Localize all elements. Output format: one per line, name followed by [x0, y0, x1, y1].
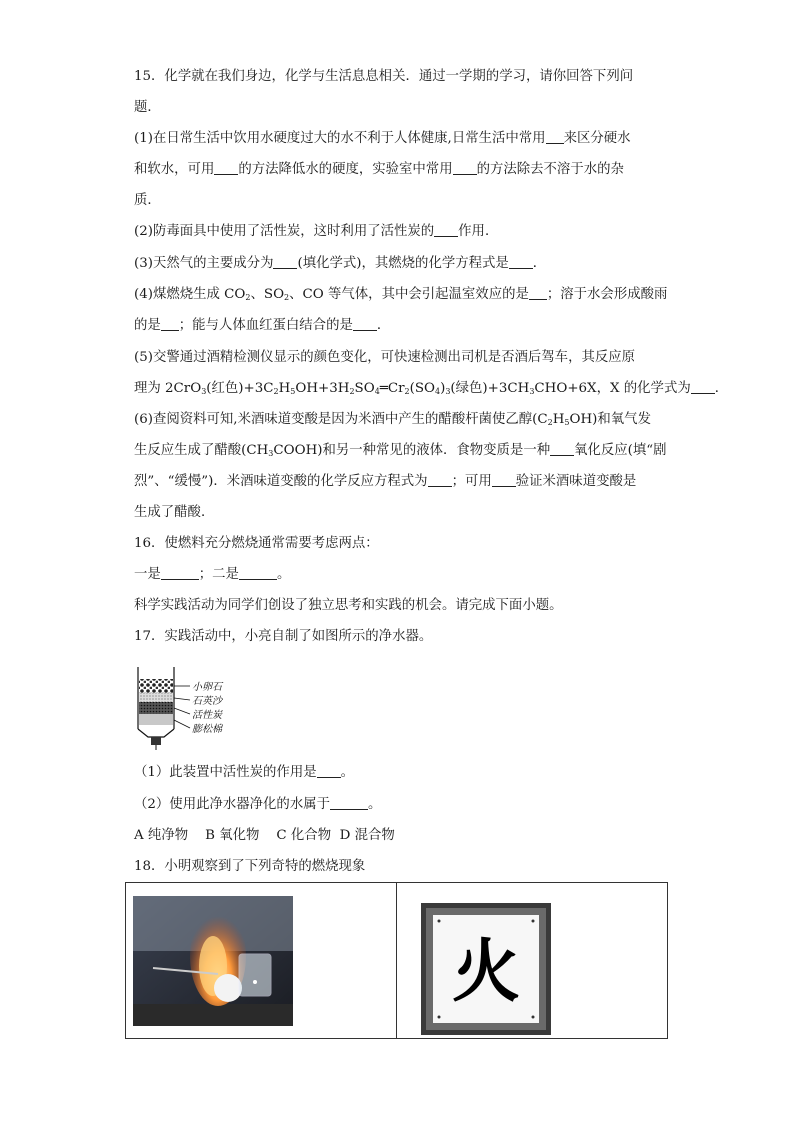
answer-blank[interactable] [428, 473, 452, 487]
q17-title: 17．实践活动中，小亮自制了如图所示的净水器。 [134, 629, 433, 644]
q15-part6-line3: 烈”、“缓慢”)．米酒味道变酸的化学反应方程式为 ；可用 验证米酒味道变酸是 [134, 474, 637, 489]
q16-title: 16．使燃料充分燃烧通常需要考虑两点： [134, 536, 379, 551]
section-intro: 科学实践活动为同学们创设了独立思考和实践的机会。请完成下面小题。 [134, 598, 563, 613]
answer-blank[interactable] [161, 317, 179, 331]
answer-blank[interactable] [492, 473, 516, 487]
q15-part6-line1: (6)查阅资料可知,米酒味道变酸是因为米酒中产生的醋酸杆菌使乙醇$(C_2H_5OH)$和氧气发 [134, 412, 651, 427]
q15-part3: (3)天然气的主要成分为 (填化学式)，其燃烧的化学方程式是 ． [134, 256, 547, 271]
q15-part6-line2: 生反应生成了醋酸$(CH_3COOH)$和另一种常见的液体．食物变质是一种 氧化反应(填“剧 [134, 443, 667, 458]
q15-part4-line1: (4)煤燃烧生成 $CO_2$、$SO_2$、CO 等气体，其中会引起温室效应的是 ；溶于水会形成酸雨 [134, 287, 668, 302]
q18-image-table [125, 882, 668, 1039]
answer-blank[interactable] [546, 130, 564, 144]
fire-character-paper-photo [421, 903, 551, 1035]
answer-blank[interactable] [330, 796, 368, 810]
q18-title: 18．小明观察到了下列奇特的燃烧现象 [134, 859, 366, 874]
answer-blank[interactable] [214, 161, 238, 175]
answer-blank[interactable] [353, 317, 377, 331]
label-quartz-sand: 石英沙 [192, 696, 222, 707]
svg-text:火: 火 [451, 932, 521, 1012]
q17-sub2: （2）使用此净水器净化的水属于 。 [134, 797, 382, 812]
q16-answers: 一是 ；二是 。 [134, 567, 291, 582]
answer-blank[interactable] [453, 161, 477, 175]
answer-blank[interactable] [691, 380, 715, 394]
answer-blank[interactable] [529, 286, 547, 300]
q17-options: A 纯净物 B 氧化物 C 化合物 D 混合物 [134, 828, 395, 843]
q15-part1-line1: (1)在日常生活中饮用水硬度过大的水不利于人体健康,日常生活中常用 来区分硬水 [134, 131, 631, 146]
table-cell-right [397, 883, 668, 1039]
q15-part5-line1: (5)交警通过酒精检测仪显示的颜色变化，可快速检测出司机是否酒后驾车，其反应原 [134, 350, 636, 365]
label-cotton: 膨松棉 [192, 724, 222, 735]
q15-title-line1: 15．化学就在我们身边，化学与生活息息相关．通过一学期的学习，请你回答下列问 [134, 69, 634, 84]
answer-blank[interactable] [161, 566, 199, 580]
q15-part1-line3: 质． [134, 193, 161, 208]
filter-bottle [138, 667, 174, 750]
q15-part4-line2: 的是 ；能与人体血红蛋白结合的是 ． [134, 318, 391, 333]
answer-blank[interactable] [434, 223, 458, 237]
q17-sub1: （1）此装置中活性炭的作用是 。 [134, 765, 354, 780]
answer-blank[interactable] [239, 566, 277, 580]
q15-part5-line2: 理为 2CrO$_3$(红色)$+3C_2H_5OH+3H_2SO_4═Cr_2(SO_4)_3$(绿色)$+3CH_3CHO+6X$，X 的化学式为 ． [134, 381, 729, 396]
answer-blank[interactable] [317, 764, 341, 778]
q15-part2: (2)防毒面具中使用了活性炭，这时利用了活性炭的 作用． [134, 224, 499, 239]
q15-title-line2: 题． [134, 100, 161, 115]
burning-cloth-photo [133, 896, 293, 1026]
label-activated-carbon: 活性炭 [192, 710, 222, 721]
answer-blank[interactable] [509, 255, 533, 269]
answer-blank[interactable] [273, 255, 297, 269]
answer-blank[interactable] [550, 442, 574, 456]
label-pebbles: 小卵石 [192, 682, 222, 693]
q15-part6-line4: 生成了醋酸． [134, 505, 215, 520]
water-filter-diagram [134, 665, 244, 750]
table-cell-left [126, 883, 397, 1039]
q15-part1-line2: 和软水，可用 的方法降低水的硬度，实验室中常用 的方法除去不溶于水的杂 [134, 162, 624, 177]
